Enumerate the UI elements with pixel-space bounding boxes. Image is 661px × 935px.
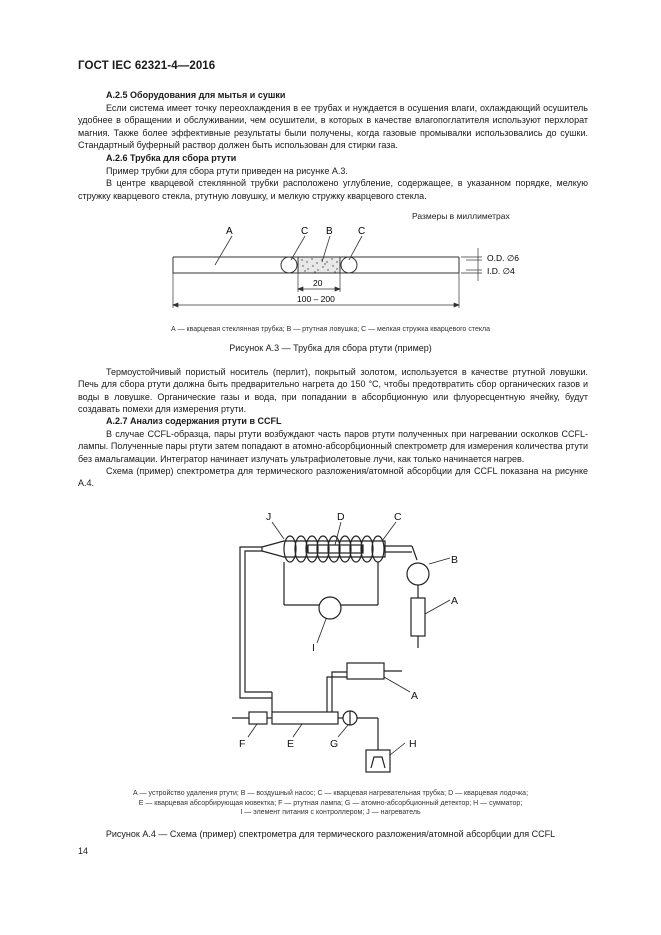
dimensions-note: Размеры в миллиметрах [412,211,510,221]
gas-line-left [240,547,272,698]
power-controller [319,597,341,619]
figure-a4-caption: Рисунок А.4 — Схема (пример) спектрометра для термического разложения/атомной абсорбции для CCFL [105,829,556,839]
diameter-marks [461,248,482,281]
section-a27-title: А.2.7 Анализ содержания ртути в CCFL [106,416,282,426]
section-a26-title: А.2.6 Трубка для сбора ртути [106,153,237,163]
label-a: А [226,226,233,237]
label-c-left: С [301,226,309,237]
absorption-cell [272,712,338,724]
quartz-boat [308,545,363,553]
mercury-remover-vertical [411,598,425,636]
figure-a4-legend-line-1: А — устройство удаления ртути; В — воздушный насос; С — кварцевая нагревательная трубка; D — кварцевая лодочка; [132,790,529,797]
section-a25-body [78,102,588,151]
section-a27-paragraph-1: В случае CCFL-образца, пары ртути возбуждают часть паров ртути полученных при нагревании осколков CCFL-лампы. Полученные пары ртути затем попадают в атомно-абсорбционный спектрометр для измерения количества ртути без амальгамации. Интегратор начинает излучать ультрафиолетовые лучи, как только начинается нагрев. [78,429,588,464]
label-a-remover-vertical: A [451,595,459,607]
section-a26-paragraph-1: Пример трубки для сбора ртути приведен на рисунке А.3. [106,166,348,176]
figure-a3-drawing [0,205,661,320]
label-e: E [287,738,295,750]
figure-a4-legend-line-2: Е — кварцевая абсорбирующая кювектка; F — ртутная лампа; G — атомно-абсорбционный детектор; Н — сумматор; [138,799,523,807]
outer-diameter: O.D. ∅6 [487,253,519,263]
section-a25-paragraph: Если система имеет точку переохлаждения в ее трубах и нуждается в осушения влаги, охлаждающий осушитель удобнее в обращении и обслуживании, чем осушители, в которых в качестве влагопоглатителя используют перхлорат магния. Также более эффективные результаты были получены, когда газовые промывалки использовались до сушки. Стандартный буферный раствор должен быть использован для стирки газа. [78,103,588,150]
air-pump [407,563,429,585]
label-b: B [451,554,459,566]
mercury-lamp [249,712,267,724]
label-i: I [312,642,315,654]
integrator [366,750,390,772]
inner-diameter: I.D. ∅4 [487,266,515,276]
dimension-length-label: 100 – 200 [297,294,335,304]
section-a27-paragraph-2: Схема (пример) спектрометра для термического разложения/атомной абсорбции для CCFL показана на рисунке А.4. [78,465,588,489]
label-g: G [330,738,339,750]
dimension-20-label: 20 [313,278,323,288]
label-f: F [239,738,246,750]
mercury-remover-horizontal [347,663,384,679]
after-figure-a3-body [78,366,588,415]
label-c-right: С [358,226,366,237]
figure-a3-legend: А — кварцевая стеклянная трубка; В — ртутная ловушка; С — мелкая стружка кварцевого стекла [170,326,491,333]
section-a25-title: А.2.5 Оборудования для мытья и сушки [106,90,286,100]
label-j: J [266,511,272,523]
page-number: 14 [78,846,89,856]
section-a27-body [78,428,588,489]
label-d: D [337,511,345,523]
label-a-remover-horizontal: A [411,690,419,702]
figure-a3-caption: Рисунок А.3 — Трубка для сбора ртути (пример) [229,343,432,353]
figure-a4-legend [0,789,661,818]
document-header: ГОСТ IEC 62321-4—2016 [78,60,216,72]
label-h: H [409,738,417,750]
label-b: В [326,226,333,237]
after-figure-a3-paragraph: Термоустойчивый пористый носитель (перлит), покрытый золотом, используется в качестве ртутной ловушки. Печь для сбора ртути должна быть предварительно нагрета до 150 °С, чтобы предотвратить сбор органических газов и воды в ловушке. Органические газы и вода, при попадании в абсорбционную или флуоресцентную ячейку, будут создавать помехи для измерения ртути. [78,367,588,414]
label-c: C [394,511,402,523]
section-a26-paragraph-2: В центре кварцевой стеклянной трубки расположено углубление, содержащее, в указанном порядке, мелкую стружку кварцевого стекла, ртутную ловушку, и мелкую стружку кварцевого стекла. [78,178,588,201]
quartz-wool-left [281,257,297,273]
figure-a4-drawing [0,500,661,785]
section-a26-body [78,165,588,202]
figure-a4-legend-line-3: I — элемент питания с контроллером; J — нагреватель [240,809,421,816]
mercury-trap [298,257,340,273]
